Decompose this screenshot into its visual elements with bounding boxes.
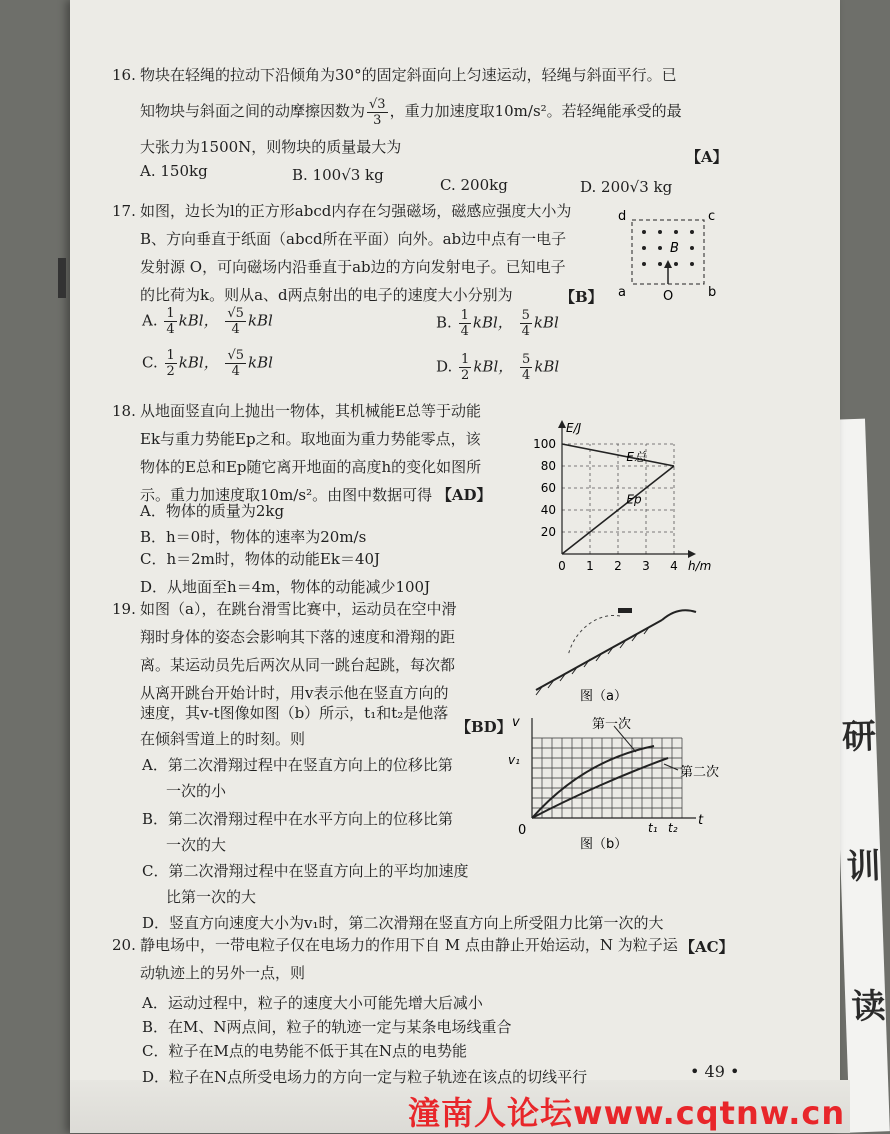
q17-option-c: C. $\frac{1}{2}$ kBl， $\frac{√5}{4}$ kBl [142, 348, 273, 379]
label-B: B [670, 241, 679, 256]
y-tick-label: 100 [533, 437, 556, 451]
q18-option-a: A．物体的质量为2kg [140, 502, 285, 520]
x-axis-label: h/m [688, 559, 712, 573]
watermark: 潼南人论坛www.cqtnw.cn [408, 1094, 846, 1132]
label-c: c [708, 209, 716, 224]
adjacent-page-glyph: 训 [845, 846, 882, 888]
label-b: b [708, 285, 717, 300]
q17-option-d: D. $\frac{1}{2}$ kBl， $\frac{5}{4}$ kBl [436, 352, 560, 383]
x-tick-label: 3 [642, 559, 650, 573]
q16-option-b: B. 100√3 kg [292, 166, 384, 184]
q19-line5: 速度，其v-t图像如图（b）所示，t₁和t₂是他落 [140, 704, 449, 722]
q17-line1: 17. 如图，边长为l的正方形abcd内存在匀强磁场，磁感应强度大小为 [112, 202, 572, 220]
q20-option-c: C．粒子在M点的电势能不低于其在N点的电势能 [142, 1042, 467, 1060]
q17-line4: 的比荷为k。则从a、d两点射出的电子的速度大小分别为 [140, 286, 513, 304]
q18-line4: 示。重力加速度取10m/s²。由图中数据可得 【AD】 [140, 486, 492, 504]
fig-b-caption: 图（b） [580, 837, 628, 852]
label-a: a [618, 285, 626, 300]
vt-graph [504, 712, 728, 852]
y-axis-arrow [558, 420, 566, 428]
q17-line3: 发射源 O，可向磁场内沿垂直于ab边的方向发射电子。已知电子 [140, 258, 566, 276]
y-axis-label: E/J [566, 421, 582, 435]
vt-v1-label: v₁ [508, 753, 520, 767]
y-tick-label: 20 [540, 525, 556, 539]
adjacent-page-glyph: 研 [841, 716, 877, 758]
q17-answer: 【B】 [560, 288, 603, 306]
x-tick-label: 2 [614, 559, 622, 573]
adjacent-page-glyph: 读 [850, 986, 887, 1028]
x-tick-label: 1 [586, 559, 594, 573]
q18-answer: 【AD】 [436, 486, 492, 504]
q20-option-d: D．粒子在N点所受电场力的方向一定与粒子轨迹在该点的切线平行 [142, 1068, 588, 1086]
q18-line3: 物体的E总和Ep随它离开地面的高度h的变化如图所 [140, 458, 482, 476]
q16-option-d: D. 200√3 kg [580, 178, 673, 196]
y-tick-label: 80 [540, 459, 556, 473]
q19-option-b-cont: 一次的大 [166, 836, 227, 854]
q16-option-a: A. 150kg [140, 162, 208, 180]
x-tick-label: 0 [558, 559, 566, 573]
q19-answer: 【BD】 [456, 718, 512, 736]
q19-option-a: A．第二次滑翔过程中在竖直方向上的位移比第 [142, 756, 453, 774]
y-tick-label: 40 [540, 503, 556, 517]
label-o: O [663, 289, 674, 304]
skier-icon [618, 608, 632, 613]
q19-option-c: C．第二次滑翔过程中在竖直方向上的平均加速度 [142, 862, 469, 880]
vt-curve-first [532, 746, 654, 818]
q19-line1: 19. 如图（a），在跳台滑雪比赛中，运动员在空中滑 [112, 600, 457, 618]
q20-line1: 20. 静电场中，一带电粒子仅在电场力的作用下自 M 点由静止开始运动，N 为粒子运 [112, 936, 678, 954]
q16-line3: 大张力为1500N，则物块的质量最大为 [140, 138, 402, 156]
vt-first-label: 第一次 [592, 717, 632, 732]
energy-height-chart [520, 404, 716, 580]
q17-option-a: A. $\frac{1}{4}$ kBl， $\frac{√5}{4}$ kBl [142, 306, 273, 337]
q17-square-figure [612, 206, 722, 302]
q17-line2: B、方向垂直于纸面（abcd所在平面）向外。ab边中点有一电子 [140, 230, 567, 248]
y-tick-label: 60 [540, 481, 556, 495]
q16-line2: 知物块与斜面之间的动摩擦因数为 $\frac{√3}{3}$ ，重力加速度取10m/s²。若轻绳能承受的最 [140, 96, 682, 128]
vt-t2-label: t₂ [668, 821, 678, 835]
x-axis-arrow [688, 550, 696, 558]
q18-option-c: C．h＝2m时，物体的动能Ek＝40J [140, 550, 381, 568]
q16-line1: 16. 物块在轻绳的拉动下沿倾角为30°的固定斜面向上匀速运动，轻绳与斜面平行。已 [112, 66, 677, 84]
label-d: d [618, 209, 627, 224]
q18-line2: Ek与重力势能Ep之和。取地面为重力势能零点，该 [140, 430, 481, 448]
chart-grid [562, 444, 674, 554]
q16-fraction: $\frac{√3}{3}$ [369, 96, 386, 128]
q20-line2: 动轨迹上的另外一点，则 [140, 964, 306, 982]
q19-line3: 离。某运动员先后两次从同一跳台起跳，每次都 [140, 656, 456, 674]
binder-mark [58, 258, 66, 298]
q18-line1: 18. 从地面竖直向上抛出一物体，其机械能E总等于动能 [112, 402, 481, 420]
q18-option-d: D．从地面至h＝4m，物体的动能减少100J [140, 578, 431, 596]
q19-option-d: D．竖直方向速度大小为v₁时，第二次滑翔在竖直方向上所受阻力比第一次的大 [142, 914, 664, 932]
vt-second-label: 第二次 [680, 765, 720, 780]
q19-line2: 翔时身体的姿态会影响其下落的速度和滑翔的距 [140, 628, 456, 646]
q16-answer: 【A】 [686, 148, 728, 166]
x-tick-label: 4 [670, 559, 678, 573]
series-label-e-total: E总 [626, 450, 646, 465]
fig-a-caption: 图（a） [580, 689, 627, 704]
q18-option-b: B．h＝0时，物体的速率为20m/s [140, 528, 367, 546]
vt-zero-label: 0 [518, 823, 527, 838]
q19-line6: 在倾斜雪道上的时刻。则 [140, 730, 306, 748]
q19-line4: 从离开跳台开始计时，用v表示他在竖直方向的 [140, 684, 449, 702]
q19-option-b: B．第二次滑翔过程中在水平方向上的位移比第 [142, 810, 454, 828]
vt-v-label: v [512, 715, 520, 730]
vt-t-label: t [698, 813, 704, 828]
q20-option-a: A．运动过程中，粒子的速度大小可能先增大后减小 [142, 994, 483, 1012]
series-label-ep: Ep [626, 492, 642, 507]
q16-option-c: C. 200kg [440, 176, 508, 194]
page-number: • 49 • [690, 1062, 740, 1081]
q19-option-a-cont: 一次的小 [166, 782, 227, 800]
q20-option-b: B．在M、N两点间，粒子的轨迹一定与某条电场线重合 [142, 1018, 512, 1036]
q20-answer: 【AC】 [680, 938, 734, 956]
q19-option-c-cont: 比第一次的大 [166, 888, 257, 906]
vt-t1-label: t₁ [648, 821, 658, 835]
chart-axes [558, 420, 696, 558]
ski-jump-figure [528, 600, 708, 710]
q17-option-b: B. $\frac{1}{4}$ kBl， $\frac{5}{4}$ kBl [436, 308, 559, 339]
